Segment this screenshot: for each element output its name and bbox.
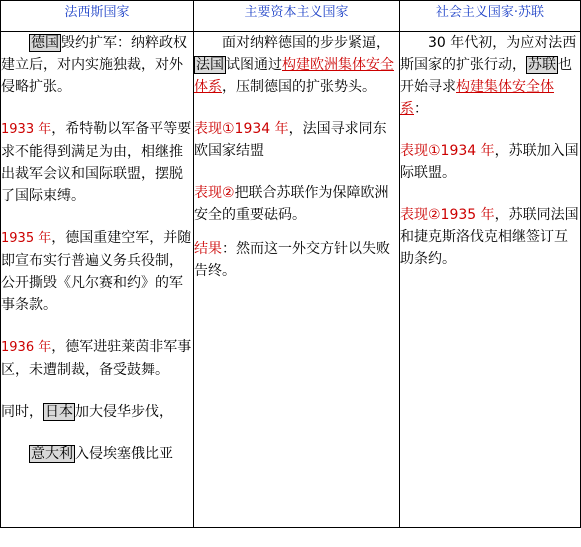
paragraph-text: 同时， (1, 404, 43, 420)
event-1935-paragraph (1, 227, 193, 316)
france-policy-paragraph (194, 32, 399, 98)
paragraph-text: ，法国寻求同东欧国家结盟 (194, 121, 387, 159)
event-1936-paragraph (1, 336, 193, 381)
result-label: 结果 (194, 241, 222, 257)
paragraph-text: ，希特勒以军备平等要求不能得到满足为由，相继推出裁军会议和国际联盟，摆脱了国际束缚。 (1, 121, 192, 204)
collective-security-term: 构建集体安全体系 (400, 79, 554, 117)
manifestation-label: 表现①1934 年 (400, 143, 495, 159)
cell-socialist-ussr (400, 32, 581, 528)
content-row (1, 32, 581, 528)
paragraph-text: 面对纳粹德国的步步紧逼， (222, 35, 390, 51)
paragraph-text: ，德国重建空军，并随即宣布实行普遍义务兵役制，公开撕毁《凡尔赛和约》的军事条款。 (1, 230, 192, 313)
paragraph-text: 把联合苏联作为保障欧洲安全的重要砝码。 (194, 185, 389, 223)
paragraph-text: ，压制德国的扩张势头。 (222, 79, 376, 95)
country-box-france: 法国 (196, 57, 224, 73)
header-row (1, 1, 581, 32)
event-date: 1936 年 (1, 340, 52, 355)
paragraph-text: ：然而这一外交方针以失败告终。 (194, 241, 390, 279)
event-date: 1933 年 (1, 122, 52, 137)
paragraph-text: 30 年代初，为应对法西斯国家的扩张行动， (400, 35, 577, 73)
manifestation-label: 表现②1935 年 (400, 207, 495, 223)
paragraph-text: ，苏联加入国际联盟。 (400, 143, 579, 181)
header-fascist-states: 法西斯国家 (1, 1, 194, 32)
paragraph-text: 加大侵华步伐， (75, 404, 173, 420)
country-box-italy: 意大利 (31, 446, 73, 462)
country-box-germany: 德国 (31, 35, 59, 51)
manifestation-label: 表现② (194, 185, 235, 201)
italy-paragraph (1, 443, 193, 465)
paragraph-text: ： (414, 101, 428, 117)
paragraph-text: 试图通过 (226, 57, 282, 73)
cell-capitalist-states (194, 32, 400, 528)
event-1933-paragraph (1, 118, 193, 207)
cell-fascist-states (1, 32, 194, 528)
result-paragraph (194, 238, 399, 282)
paragraph-text: 也开始寻求 (400, 57, 572, 95)
paragraph-text: ，苏联同法国和捷克斯洛伐克相继签订互助条约。 (400, 207, 579, 267)
manifestation-2-paragraph (400, 204, 580, 270)
manifestation-1-paragraph (400, 140, 580, 184)
header-socialist-ussr: 社会主义国家·苏联 (400, 1, 581, 32)
paragraph-text: ，德军进驻莱茵非军事区，未遭制裁，备受鼓舞。 (1, 339, 192, 378)
paragraph-text: 入侵埃塞俄比亚 (75, 446, 173, 462)
header-capitalist-states: 主要资本主义国家 (194, 1, 400, 32)
collective-security-term: 构建欧洲集体安全体系 (194, 57, 394, 95)
country-box-ussr: 苏联 (528, 57, 556, 73)
country-box-japan: 日本 (45, 404, 73, 420)
manifestation-2-paragraph (194, 182, 399, 226)
japan-paragraph (1, 401, 193, 423)
paragraph-text: 毁约扩军：纳粹政权建立后，对内实施独裁，对外侵略扩张。 (1, 35, 187, 95)
ussr-policy-paragraph (400, 32, 580, 120)
germany-rearm-paragraph (1, 32, 193, 98)
manifestation-1-paragraph (194, 118, 399, 162)
event-date: 1935 年 (1, 231, 52, 246)
manifestation-label: 表现①1934 年 (194, 121, 289, 137)
